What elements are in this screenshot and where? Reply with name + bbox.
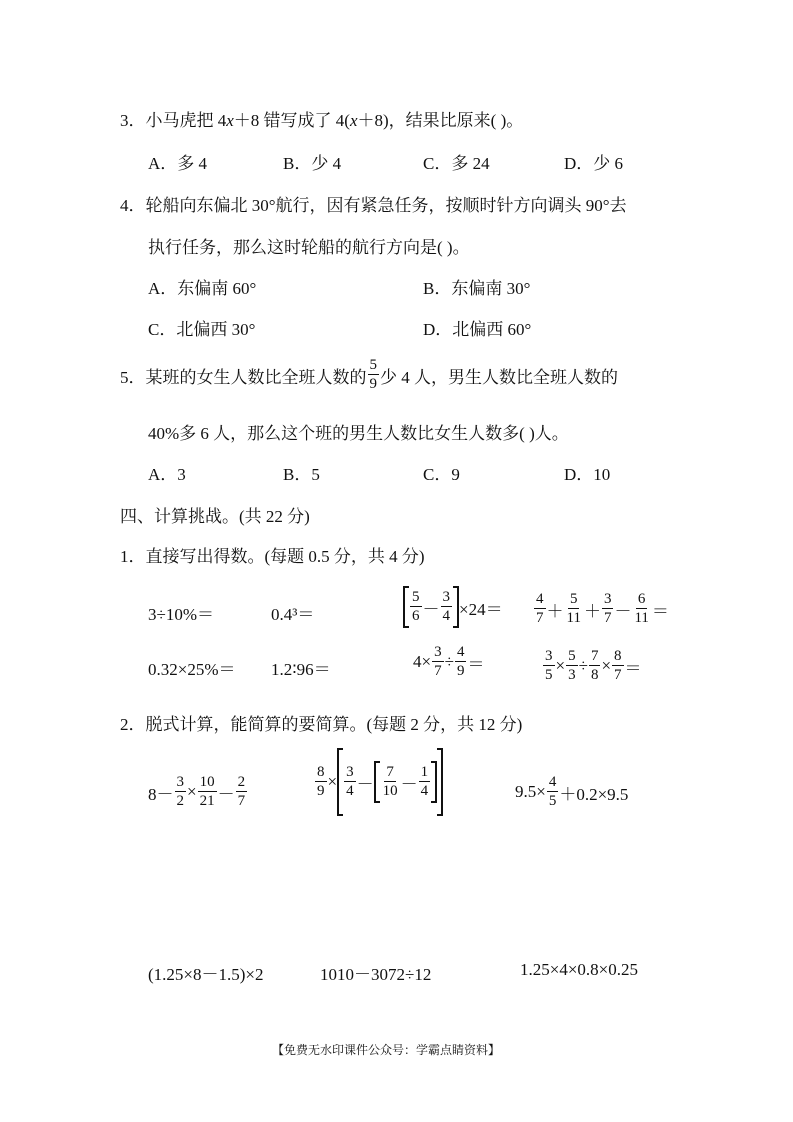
q3-option-b: B．少 4: [283, 154, 342, 173]
calc-2d: (1.25×8－1.5)×2: [148, 965, 264, 984]
q5-option-b: B．5: [283, 465, 320, 484]
q3-option-d: D．少 6: [564, 154, 624, 173]
q4-option-a: A．东偏南 60°: [148, 279, 257, 298]
calc-2f: 1.25×4×0.8×0.25: [520, 960, 639, 979]
q5-stem-line1: 5．某班的女生人数比全班人数的 $\frac{5}{9}$ 少 4 人，男生人数比全班人数的: [120, 357, 618, 392]
q3-stem: 3．小马虎把 4x＋8 错写成了 4(x＋8)，结果比原来( )。: [120, 111, 524, 130]
part1-title: 1．直接写出得数。(每题 0.5 分，共 4 分): [120, 547, 425, 566]
q3-option-c: C．多 24: [423, 154, 490, 173]
q4-option-c: C．北偏西 30°: [148, 320, 256, 339]
q5-option-c: C．9: [423, 465, 460, 484]
calc-1d: $\frac{4}{7}$ ＋ $\frac{5}{11}$ ＋ $\frac{3}{7}$ － $\frac{6}{11}$ ＝: [536, 591, 669, 626]
calc-1c: $\frac{5}{6}$ － $\frac{3}{4}$ ×24＝: [403, 586, 503, 633]
calc-1g: 4× $\frac{3}{7}$ ÷ $\frac{4}{9}$ ＝: [413, 644, 485, 679]
q5-option-d: D．10: [564, 465, 611, 484]
q5-fraction: $\frac{5}{9}$: [369, 357, 377, 392]
q4-option-d: D．北偏西 60°: [423, 320, 532, 339]
q4-stem-line2: 执行任务，那么这时轮船的航行方向是( )。: [148, 238, 470, 257]
calc-2c: 9.5× $\frac{4}{5}$ ＋0.2×9.5: [515, 774, 629, 809]
calc-2b: $\frac{8}{9}$ × $\frac{3}{4}$ － $\frac{7}{10}$ － $\frac{1}{4}$: [314, 748, 443, 816]
calc-1f: 1.2∶96＝: [271, 660, 331, 679]
calc-2e: 1010－3072÷12: [320, 965, 432, 984]
footer-note: 【免费无水印课件公众号：学霸点睛资料】: [272, 1043, 501, 1057]
calc-1a: 3÷10%＝: [148, 605, 214, 624]
q3-option-a: A．多 4: [148, 154, 208, 173]
calc-1e: 0.32×25%＝: [148, 660, 236, 679]
q4-stem-line1: 4．轮船向东偏北 30°航行，因有紧急任务，按顺时针方向调头 90°去: [120, 196, 627, 215]
calc-1h: $\frac{3}{5}$ × $\frac{5}{3}$ ÷ $\frac{7}{8}$ × $\frac{8}{7}$ ＝: [545, 648, 642, 683]
part2-title: 2．脱式计算，能简算的要简算。(每题 2 分，共 12 分): [120, 715, 523, 734]
calc-1b: 0.4³＝: [271, 605, 315, 624]
q5-option-a: A．3: [148, 465, 186, 484]
q5-stem-line2: 40%多 6 人，那么这个班的男生人数比女生人数多( )人。: [148, 424, 569, 443]
q4-option-b: B．东偏南 30°: [423, 279, 531, 298]
section-title: 四、计算挑战。(共 22 分): [120, 507, 310, 526]
calc-2a: 8－ $\frac{3}{2}$ × $\frac{10}{21}$ － $\frac{2}{7}$: [148, 774, 246, 809]
